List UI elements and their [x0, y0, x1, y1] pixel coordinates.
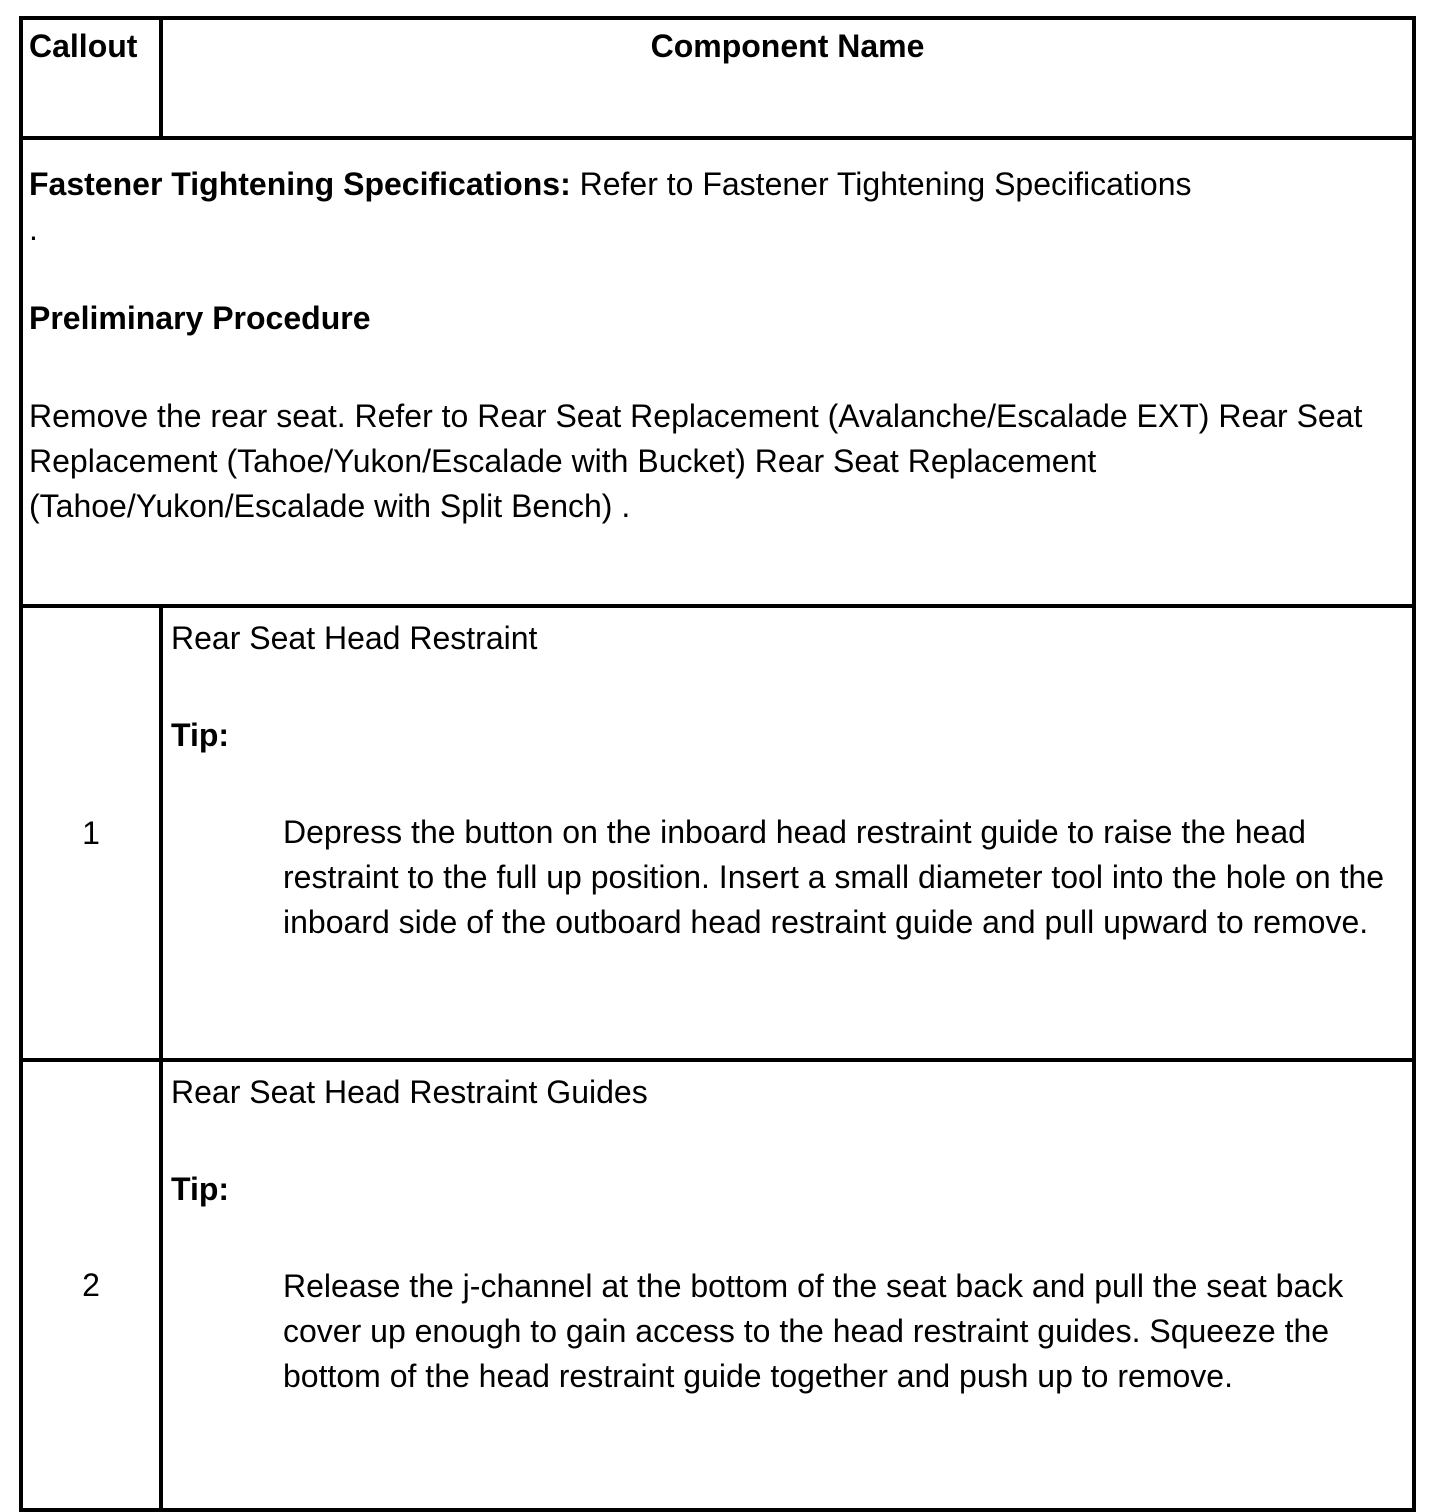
callout-header: Callout [21, 18, 161, 138]
tip-label: Tip: [171, 717, 230, 753]
procedure-cell [21, 138, 1414, 606]
procedure-row [21, 138, 1414, 606]
tip-text: Release the j-channel at the bottom of the seat back and pull the seat back cover up enough to gain access to the head restraint guides. Squeeze the bottom of the head restraint guide together and push up to remove. [283, 1268, 1344, 1394]
fastener-spec-label: Fastener Tightening Specifications: [29, 166, 571, 202]
step-callout: 1 [21, 606, 161, 1060]
table-row [21, 1060, 1414, 1510]
fastener-spec-trailing: . [29, 211, 38, 247]
component-name: Rear Seat Head Restraint [171, 620, 538, 656]
tip-label: Tip: [171, 1171, 230, 1207]
fastener-spec-line [29, 162, 1402, 207]
table-header-row [21, 18, 1414, 138]
step-body [161, 1060, 1414, 1510]
component-name: Rear Seat Head Restraint Guides [171, 1074, 648, 1110]
preliminary-heading: Preliminary Procedure [29, 300, 371, 336]
preliminary-text: Remove the rear seat. Refer to Rear Seat Replacement (Avalanche/Escalade EXT) Rear Seat Replacement (Tahoe/Yukon/Escalade with Bucket) Rear Seat Replacement (Tahoe/Yukon/Escalade with Split Bench) . [29, 398, 1363, 524]
step-body [161, 606, 1414, 1060]
table-row [21, 606, 1414, 1060]
procedure-table [19, 16, 1416, 1512]
step-callout: 2 [21, 1060, 161, 1510]
tip-text: Depress the button on the inboard head restraint guide to raise the head restraint to the full up position. Insert a small diameter tool into the hole on the inboard side of the outboard head restraint guide and pull upward to remove. [283, 814, 1385, 940]
fastener-spec-text: Refer to Fastener Tightening Specifications [570, 166, 1192, 202]
component-name-header: Component Name [161, 18, 1414, 138]
